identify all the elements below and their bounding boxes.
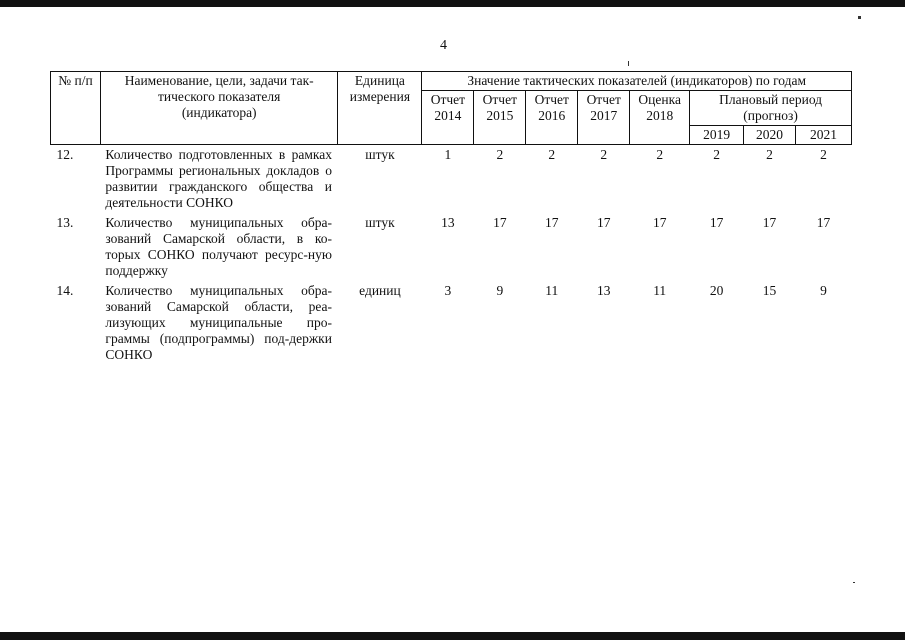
value-cell: 17 xyxy=(709,215,724,230)
header-year-2014 xyxy=(422,91,474,145)
value-cell: 13 xyxy=(441,215,455,230)
header-year-2018 xyxy=(630,91,690,145)
value-cell: 17 xyxy=(652,215,667,230)
header-name-line: тического показателя xyxy=(158,89,281,104)
indicator-name: Количество муниципальных обра-зований Самарской области, реа-лизующих муниципальные про-граммы (подпрограммы) под-держки СОНКО xyxy=(105,283,332,362)
header-name-line: (индикатора) xyxy=(181,105,257,120)
scan-speck xyxy=(858,16,861,19)
table-row xyxy=(51,215,852,283)
unit-cell: единиц xyxy=(359,283,401,298)
indicators-table xyxy=(50,71,852,367)
value-cell: 2 xyxy=(496,147,504,162)
header-year-value: 2015 xyxy=(486,108,514,123)
header-year-label: Отчет xyxy=(430,92,466,107)
header-year-value: 2017 xyxy=(590,108,618,123)
row-number: 13. xyxy=(56,215,74,230)
header-year-label: Отчет xyxy=(482,92,517,107)
value-cell: 20 xyxy=(709,283,724,298)
indicator-name: Количество подготовленных в рамках Программы региональных докладов о развитии гражданского общества и деятельности СОНКО xyxy=(105,147,332,210)
header-unit xyxy=(338,72,422,145)
value-cell: 3 xyxy=(444,283,452,298)
header-year-2015 xyxy=(474,91,526,145)
header-unit-line: измерения xyxy=(349,89,411,104)
scan-top-border xyxy=(0,0,905,7)
table-row xyxy=(51,145,852,216)
page-number: 4 xyxy=(440,38,447,53)
value-cell: 2 xyxy=(656,147,664,162)
header-unit-line: Единица xyxy=(354,73,405,88)
indicator-name: Количество муниципальных обра-зований Самарской области, в ко-торых СОНКО получают ресурс-ную поддержку xyxy=(105,215,332,278)
table-row xyxy=(51,283,852,367)
header-planned-year: 2021 xyxy=(796,126,852,145)
value-cell: 2 xyxy=(548,147,556,162)
value-cell: 2 xyxy=(600,147,608,162)
header-planned-line: (прогноз) xyxy=(743,108,798,123)
scan-bottom-border xyxy=(0,632,905,640)
header-year-label: Отчет xyxy=(586,92,621,107)
scan-speck xyxy=(628,61,629,66)
header-year-value: 2014 xyxy=(434,108,462,123)
value-cell: 13 xyxy=(596,283,611,298)
header-planned-year: 2019 xyxy=(690,126,744,145)
value-cell: 2 xyxy=(713,147,720,162)
header-num: № п/п xyxy=(51,72,101,145)
value-cell: 9 xyxy=(820,283,827,298)
unit-cell: штук xyxy=(365,147,395,162)
header-name xyxy=(100,72,338,145)
value-cell: 2 xyxy=(820,147,827,162)
header-name-line: Наименование, цели, задачи так- xyxy=(124,73,314,88)
scan-speck xyxy=(853,582,855,583)
unit-cell: штук xyxy=(365,215,395,230)
header-year-value: 2018 xyxy=(646,108,674,123)
row-number: 12. xyxy=(56,147,74,162)
value-cell: 11 xyxy=(545,283,559,298)
value-cell: 15 xyxy=(762,283,777,298)
value-cell: 17 xyxy=(493,215,507,230)
value-cell: 17 xyxy=(816,215,831,230)
header-year-label: Оценка xyxy=(638,92,681,107)
header-year-2016 xyxy=(526,91,578,145)
row-number: 14. xyxy=(56,283,74,298)
value-cell: 9 xyxy=(496,283,504,298)
value-cell: 17 xyxy=(762,215,777,230)
value-cell: 11 xyxy=(653,283,667,298)
header-planned-period xyxy=(690,91,852,126)
header-year-label: Отчет xyxy=(534,92,569,107)
value-cell: 17 xyxy=(545,215,559,230)
header-year-2017 xyxy=(578,91,630,145)
header-planned-line: Плановый период xyxy=(719,92,823,107)
value-cell: 1 xyxy=(444,147,452,162)
value-cell: 2 xyxy=(766,147,773,162)
header-values-group: Значение тактических показателей (индикаторов) по годам xyxy=(422,72,852,91)
header-year-value: 2016 xyxy=(538,108,566,123)
value-cell: 17 xyxy=(596,215,611,230)
header-planned-year: 2020 xyxy=(744,126,796,145)
